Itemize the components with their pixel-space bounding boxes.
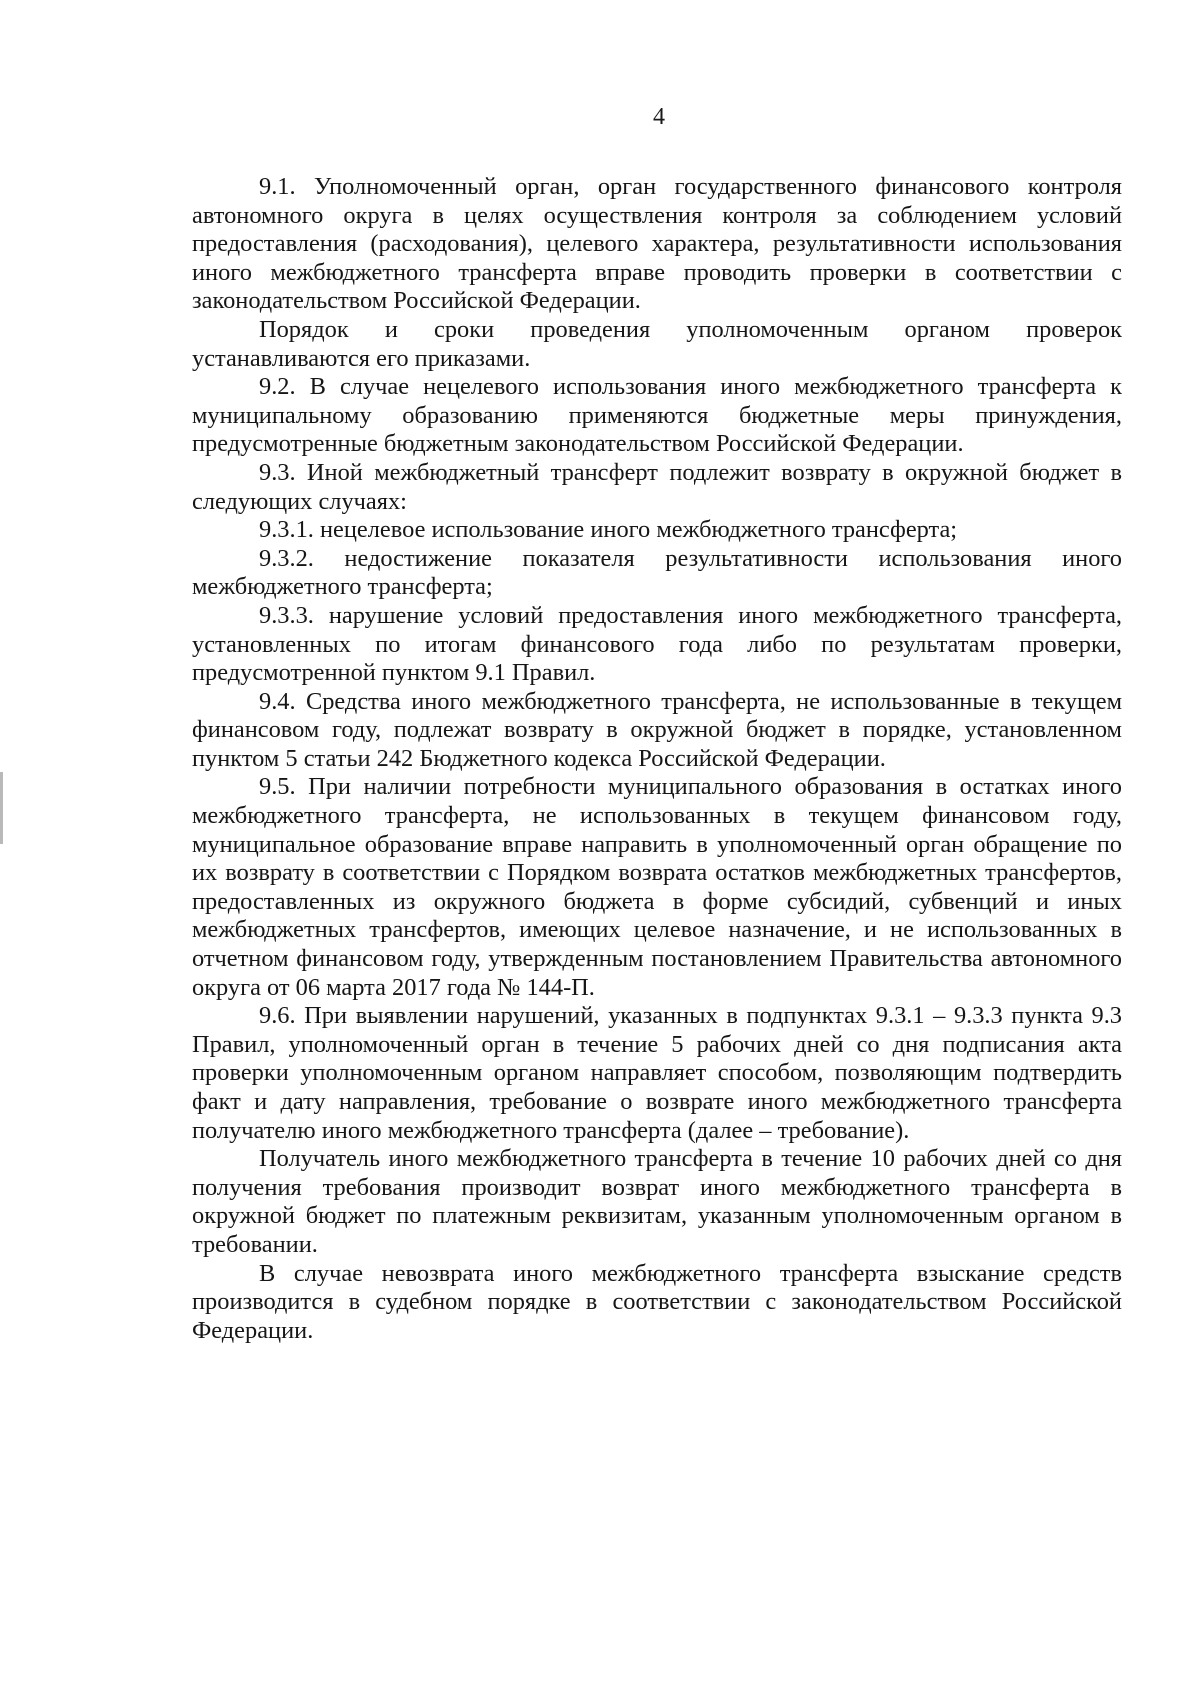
paragraph-9-4: 9.4. Средства иного межбюджетного трансферта, не использованные в текущем финансовом году, подлежат возврату в окружной бюджет в порядке, установленном пунктом 5 статьи 242 Бюджетного кодекса Российской Федерации. xyxy=(192,687,1122,772)
paragraph-court-recovery: В случае невозврата иного межбюджетного трансферта взыскание средств производится в судебном порядке в соответствии с законодательством Российской Федерации. xyxy=(192,1259,1122,1344)
paragraph-9-5: 9.5. При наличии потребности муниципального образования в остатках иного межбюджетного трансферта, не использованных в текущем финансовом году, муниципальное образование вправе направить в уполномоченный орган обращение по их возврату в соответствии с Порядком возврата остатков межбюджетных трансфертов, предоставленных из окружного бюджета в форме субсидий, субвенций и иных межбюджетных трансфертов, имеющих целевое назначение, и не использованных в отчетном финансовом году, утвержденным постановлением Правительства автономного округа от 06 марта 2017 года № 144-П. xyxy=(192,773,1122,1001)
paragraph-9-2: 9.2. В случае нецелевого использования иного межбюджетного трансферта к муниципальному образованию применяются бюджетные меры принуждения, предусмотренные бюджетным законодательством Российской Федерации. xyxy=(192,373,1122,458)
paragraph-9-3-3: 9.3.3. нарушение условий предоставления иного межбюджетного трансферта, установленных по итогам финансового года либо по результатам проверки, предусмотренной пунктом 9.1 Правил. xyxy=(192,601,1122,687)
paragraph-9-6: 9.6. При выявлении нарушений, указанных в подпунктах 9.3.1 – 9.3.3 пункта 9.3 Правил, уполномоченный орган в течение 5 рабочих дней со дня подписания акта проверки уполномоченным органом направляет способом, позволяющим подтвердить факт и дату направления, требование о возврате иного межбюджетного трансферта получателю иного межбюджетного трансферта (далее – требование). xyxy=(192,1002,1122,1144)
paragraph-9-3: 9.3. Иной межбюджетный трансферт подлежит возврату в окружной бюджет в следующих случаях: xyxy=(192,458,1122,515)
document-body xyxy=(192,173,1122,1345)
paragraph-inspection-procedure: Порядок и сроки проведения уполномоченным органом проверок устанавливаются его приказами. xyxy=(192,315,1122,372)
paragraph-9-1: 9.1. Уполномоченный орган, орган государственного финансового контроля автономного округа в целях осуществления контроля за соблюдением условий предоставления (расходования), целевого характера, результативности использования иного межбюджетного трансферта вправе проводить проверки в соответствии с законодательством Российской Федерации. xyxy=(192,173,1122,315)
paragraph-9-3-2: 9.3.2. недостижение показателя результативности использования иного межбюджетного трансферта; xyxy=(192,544,1122,601)
page-number: 4 xyxy=(653,104,665,130)
paragraph-recipient-return: Получатель иного межбюджетного трансферта в течение 10 рабочих дней со дня получения требования производит возврат иного межбюджетного трансферта в окружной бюджет по платежным реквизитам, указанным уполномоченным органом в требовании. xyxy=(192,1145,1122,1258)
paragraph-9-3-1: 9.3.1. нецелевое использование иного межбюджетного трансферта; xyxy=(259,516,958,544)
scan-edge-mark xyxy=(0,772,3,844)
